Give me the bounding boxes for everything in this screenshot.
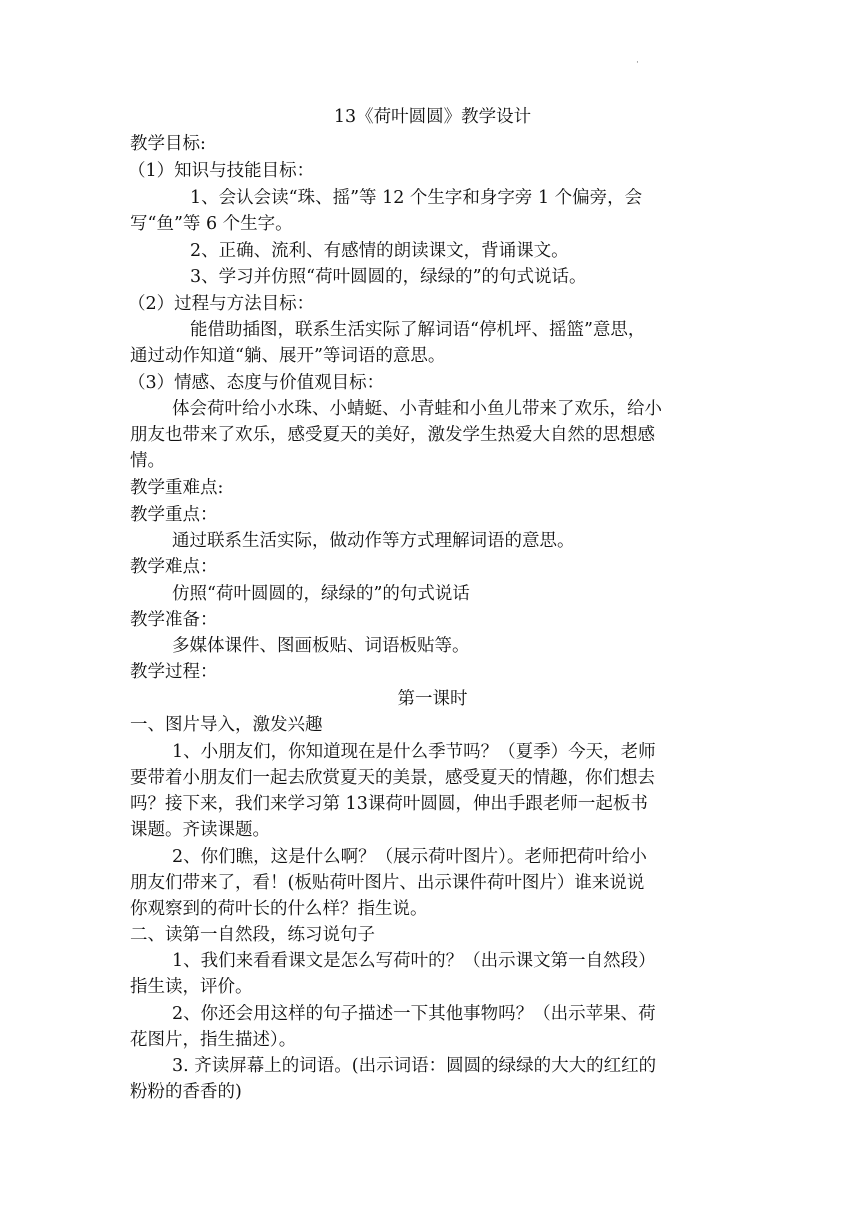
paragraph-line: 课题。齐读课题。 [130, 820, 270, 840]
paragraph-line: 仿照“荷叶圆圆的，绿绿的”的句式说话 [172, 584, 470, 604]
subheading-difficulty: 教学难点： [130, 557, 218, 577]
paragraph-line: 2、你还会用这样的句子描述一下其他事物吗？（出示苹果、荷 [172, 1004, 656, 1024]
paragraph-line: 要带着小朋友们一起去欣赏夏天的美景，感受夏天的情趣，你们想去 [130, 768, 655, 788]
paragraph-line: 多媒体课件、图画板贴、词语板贴等。 [172, 636, 470, 656]
subheading-process: （2）过程与方法目标： [128, 294, 315, 314]
subheading-knowledge: （1）知识与技能目标： [128, 161, 315, 181]
paragraph-line: 通过动作知道“躺、展开”等词语的意思。 [130, 346, 446, 366]
paragraph-line: 3. 齐读屏幕上的词语。(出示词语：圆圆的绿绿的大大的红红的 [172, 1056, 657, 1076]
step-heading-2: 二、读第一自然段，练习说句子 [130, 925, 375, 945]
paragraph-line: 朋友们带来了，看！(板贴荷叶图片、出示课件荷叶图片）谁来说说 [130, 873, 645, 893]
paragraph-line: 3、学习并仿照“荷叶圆圆的，绿绿的”的句式说话。 [190, 267, 587, 287]
paragraph-line: 朋友也带来了欢乐，感受夏天的美好，激发学生热爱大自然的思想感 [130, 425, 655, 445]
paragraph-line: 2、正确、流利、有感情的朗读课文，背诵课文。 [190, 241, 569, 261]
paragraph-line: 1、会认会读“珠、摇”等 12 个生字和身字旁 1 个偏旁，会 [190, 188, 643, 208]
paragraph-line: 1、我们来看看课文是怎么写荷叶的？（出示课文第一自然段） [172, 951, 656, 971]
paragraph-line: 1、小朋友们，你知道现在是什么季节吗？（夏季）今天，老师 [172, 742, 656, 762]
paragraph-line: 2、你们瞧，这是什么啊？（展示荷叶图片）。老师把荷叶给小 [172, 847, 647, 867]
section-heading-objectives: 教学目标: [130, 134, 206, 154]
paragraph-line: 吗？接下来，我们来学习第 13课荷叶圆圆，伸出手跟老师一起板书 [130, 794, 648, 814]
paragraph-line: 通过联系生活实际，做动作等方式理解词语的意思。 [172, 531, 575, 551]
paragraph-line: 情。 [130, 451, 165, 471]
document-title: 13《荷叶圆圆》教学设计 [333, 107, 532, 127]
lesson-heading: 第一课时 [397, 689, 468, 709]
paragraph-line: 粉粉的香香的) [130, 1082, 242, 1102]
step-heading-1: 一、图片导入，激发兴趣 [130, 715, 323, 735]
header-mark: · [636, 58, 639, 68]
section-heading-procedure: 教学过程： [130, 662, 218, 682]
paragraph-line: 花图片，指生描述）。 [130, 1030, 297, 1050]
paragraph-line: 你观察到的荷叶长的什么样？指生说。 [130, 899, 428, 919]
section-heading-preparation: 教学准备： [130, 610, 218, 630]
subheading-emotion: （3）情感、态度与价值观目标： [128, 373, 385, 393]
paragraph-line: 写“鱼”等 6 个生字。 [130, 214, 293, 234]
paragraph-line: 指生读，评价。 [130, 977, 253, 997]
paragraph-line: 能借助插图，联系生活实际了解词语“停机坪、摇篮”意思， [190, 320, 646, 340]
section-heading-key-points: 教学重难点: [130, 478, 224, 498]
subheading-key: 教学重点： [130, 505, 218, 525]
paragraph-line: 体会荷叶给小水珠、小蜻蜓、小青蛙和小鱼儿带来了欢乐，给小 [172, 399, 662, 419]
